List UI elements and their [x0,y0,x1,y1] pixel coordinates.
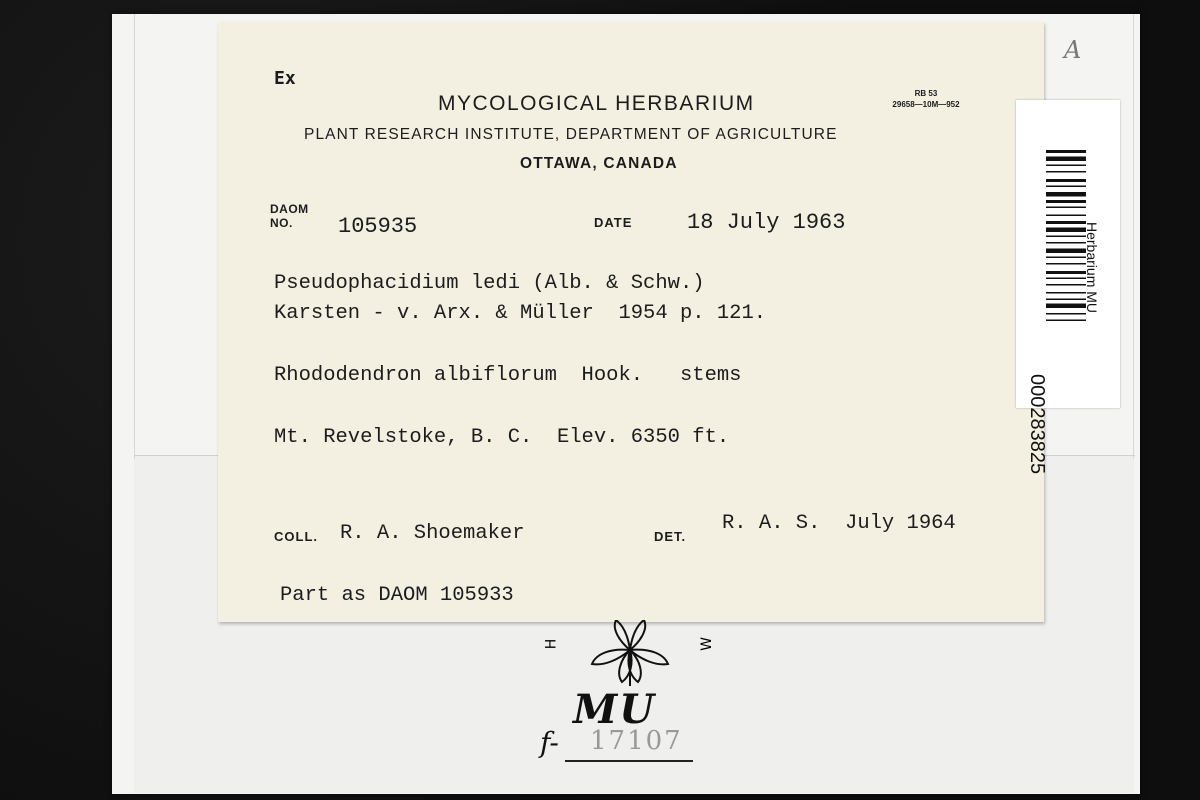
barcode-number: 000283825 [1026,374,1048,475]
stamp-prefix: f- [540,726,559,759]
collection-date: 18 July 1963 [687,210,846,235]
barcode-bar [1046,186,1086,188]
barcode-bar [1046,313,1086,315]
barcode-bar [1046,221,1086,224]
barcode-bar [1046,284,1086,286]
det-label: DET. [654,529,687,544]
barcode-bar [1046,278,1086,280]
taxon-line: Karsten - v. Arx. & Müller 1954 p. 121. [274,302,767,325]
stamp-number: 17107 [590,726,683,756]
label-city: OTTAWA, CANADA [520,155,678,172]
label-ex: Ex [274,68,296,89]
corner-mark: A [1064,36,1082,64]
host-line: Rhododendron albiflorum Hook. stems [274,364,742,387]
barcode-bar [1046,157,1086,162]
barcode-bar [1046,263,1086,265]
barcode-bar [1046,215,1086,217]
label-institute: PLANT RESEARCH INSTITUTE, DEPARTMENT OF AGRICULTURE [304,126,838,143]
taxon-line: Pseudophacidium ledi (Alb. & Schw.) [274,272,705,295]
barcode-bar [1046,207,1086,209]
daom-label [270,202,309,230]
barcode-bar [1046,228,1086,233]
barcode-bar [1046,299,1086,301]
daom-label-line: NO. [270,216,293,230]
stamp-letter: W [698,637,715,651]
barcode-bar [1046,304,1086,309]
date-label: DATE [594,215,633,230]
packet-seam [134,14,135,459]
barcode-bar [1046,320,1086,322]
note-line: Part as DAOM 105933 [280,584,514,607]
packet-seam [1133,14,1134,459]
coll-label: COLL. [274,529,318,544]
stamp-underline [565,760,693,762]
barcode-bars [1046,150,1086,375]
barcode-bar [1046,236,1086,238]
barcode-bar [1046,171,1086,173]
daom-number: 105935 [338,214,418,239]
form-code-line: RB 53 [914,89,938,98]
barcode-bar [1046,292,1086,294]
daom-label-line: DAOM [270,202,309,216]
collector: R. A. Shoemaker [340,522,525,545]
form-code-line: 29658—10M—952 [892,100,960,109]
barcode-bar [1046,249,1086,254]
label-title: MYCOLOGICAL HERBARIUM [438,92,755,115]
specimen-label [218,22,1044,622]
determiner: R. A. S. July 1964 [722,512,956,535]
stamp-letter: H [543,638,560,650]
barcode-institution: Herbarium MU [1084,222,1100,314]
barcode-bar [1046,192,1086,197]
label-form-code [871,88,981,110]
barcode-label [1016,100,1120,475]
barcode-bar [1046,150,1086,153]
stamp-initials: MU [573,686,657,733]
barcode-bar [1046,179,1086,182]
locality-line: Mt. Revelstoke, B. C. Elev. 6350 ft. [274,426,730,449]
barcode-bar [1046,165,1086,167]
barcode-bar [1046,271,1086,274]
barcode-bar [1046,200,1086,203]
barcode-bar [1046,242,1086,244]
barcode-bar [1046,257,1086,259]
